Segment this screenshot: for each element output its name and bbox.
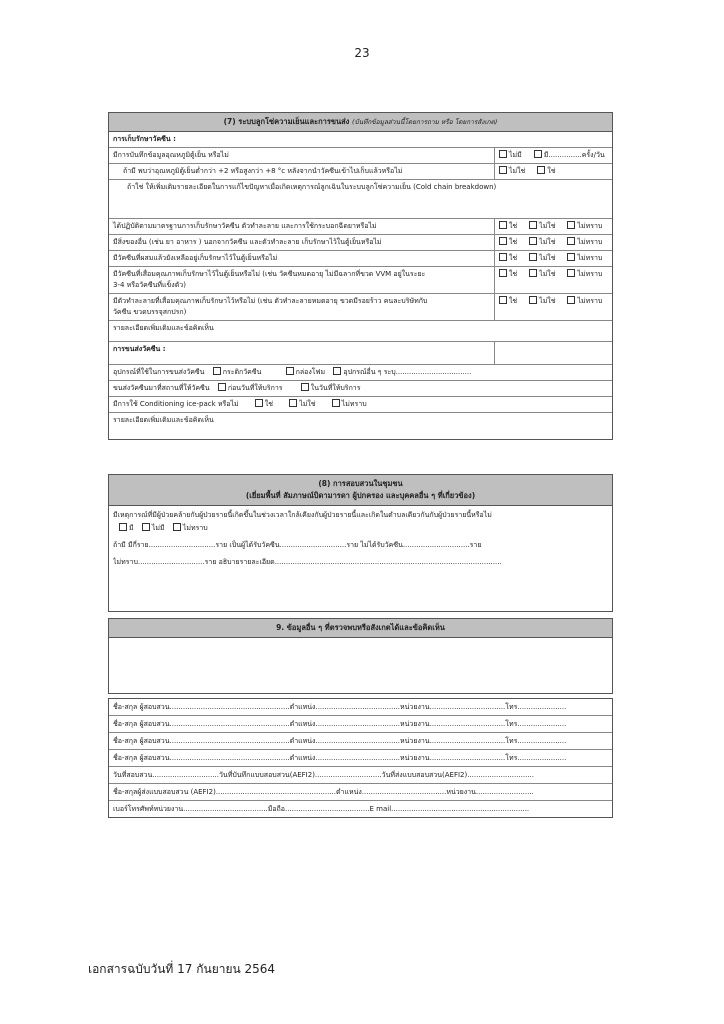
has-record-checkbox[interactable] <box>534 150 542 158</box>
community-investigation-section: (8) การสอบสวนในชุมชน (เยี่ยมพื้นที่ สัมภาษณ์บิดามารดา ผู้ปกครอง และบุคคลอื่น ๆ ที่เกี่ยวข้อง) มีเหตุการณ์ที่มีผู้ป่วยคล้ายกับผู้ป่วยรายนี้เกิดขึ้นในช่วงเวลาใกล้เคียงกับผู้ป่วยรายนี้และเกิดในตำบลเดียวกันกับผู้ป่วยรายนี้หรือไม่ มี ไม่มี ไม่ทราบ ถ้ามี มีกี่ราย..............................ราย เป็นผู้ได้รับวัคซีน..............................ราย ไม่ได้รับวัคซีน..............................ราย ไม่ทราบ..............................ราย อธิบายรายละเอียด...................................................................................................... <box>108 474 613 612</box>
degraded-diluent-unknown-checkbox[interactable] <box>567 296 575 304</box>
investigator-line-4[interactable]: ชื่อ-สกุล ผู้สอบสวน......................................................ตำแหน่ง......................................หน่วยงาน..................................โทร...................... <box>109 750 612 767</box>
similar-case-no-checkbox[interactable] <box>142 523 150 531</box>
q-temp-detail: ถ้าใช่ ให้เพิ่มเติมรายละเอียดในการแก้ไขปัญหาเมื่อเกิดเหตุการณ์ลูกเฉินในระบบลูกโซ่ความเย็น (Cold chain breakdown) <box>127 183 497 191</box>
similar-case-yes-checkbox[interactable] <box>119 523 127 531</box>
conditioning-row: มีการใช้ Conditioning ice-pack หรือไม่ ใช่ ไม่ใช่ ไม่ทราบ <box>113 400 367 408</box>
degraded-diluent-no-checkbox[interactable] <box>529 296 537 304</box>
contact-line[interactable]: เบอร์โทรศัพท์หน่วยงาน......................................มือถือ......................................E mail.............................................................. <box>113 805 530 813</box>
similar-case-unknown-checkbox[interactable] <box>173 523 181 531</box>
section-7-title: (7) ระบบลูกโซ่ความเย็นและการขนส่ง <box>223 117 350 126</box>
q-degraded-diluent: มีตัวทำละลายที่เสื่อมคุณภาพเก็บรักษาไว้หรือไม่ (เช่น ตัวทำละลายหมดอายุ ขวดมีรอยร้าว คนละบริษัทกับ วัคซีน ขวดบรรจุสกปรก) <box>113 297 428 316</box>
conditioning-no-checkbox[interactable] <box>289 399 297 407</box>
standard-no-checkbox[interactable] <box>529 221 537 229</box>
section-8-title: (8) การสอบสวนในชุมชน <box>318 479 403 488</box>
before-day-checkbox[interactable] <box>218 383 226 391</box>
transport-header: การขนส่งวัคซีน : <box>113 345 166 353</box>
conditioning-yes-checkbox[interactable] <box>255 399 263 407</box>
transport-comments[interactable]: รายละเอียดเพิ่มเติมและข้อคิดเห็น <box>113 416 214 424</box>
investigator-info-section <box>108 698 613 818</box>
page-number: 23 <box>354 46 370 60</box>
q-standard: ได้ปฏิบัติตามมาตรฐานการเก็บรักษาวัคซีน ตัวทำละลาย และการใช้กระบอกฉีดยาหรือไม่ <box>113 222 377 230</box>
q-other-items: มีสิ่งของอื่น (เช่น ยา อาหาร ) นอกจากวัคซีน และตัวทำละลาย เก็บรักษาไว้ในตู้เย็นหรือไม่ <box>113 238 382 246</box>
case-detail-line[interactable]: ไม่ทราบ..............................ราย อธิบายรายละเอียด...................................................................................................... <box>113 558 502 566</box>
q-temp-record: มีการบันทึกข้อมูลอุณหภูมิตู้เย็น หรือไม่ <box>113 151 229 159</box>
other-items-unknown-checkbox[interactable] <box>567 237 575 245</box>
degraded-vaccine-no-checkbox[interactable] <box>529 269 537 277</box>
cold-chain-section: (7) ระบบลูกโซ่ความเย็นและการขนส่ง (บันทึกข้อมูลส่วนนี้โดยการถาม หรือ โดยการสังเกต) การเก็บรักษาวัคซีน : มีการบันทึกข้อมูลอุณหภูมิตู้เย็น หรือไม่ ไม่มี มี...............ครั้ง/วัน ถ้ามี พบว่าอุณหภูมิตู้เย็นต่ำกว่า +2 หรือสูงกว่า +8 °c หลังจากนำวัคซีนเข้าไปเก็บแล้วหรือไม่ ไม่ใช่ ใช่ ถ้าใช่ ให้เพิ่มเติมรายละเอียดในการแก้ไขปัญหาเมื่อเกิดเหตุการณ์ลูกเฉินในระบบลูกโซ่ความเย็น (Cold chain breakdown) ได้ปฏิบัติตามมาตรฐานการเก็บรักษาวัคซีน ตัวทำละลาย และการใช้กระบอกฉีดยาหรือไม่ ใช่ ไม่ใช่ ไม่ทราบ มีสิ่งของอื่น (เช่น ยา อาหาร ) นอกจากวัคซีน และตัวทำละลาย เก็บรักษาไว้ในตู้เย็นหรือไม่ ใช่ ไม่ใช่ ไม่ทราบ มีวัคซีนที่ผสมแล้วยังเหลืออยู่เก็บรักษาไว้ในตู้เย็นหรือไม่ ใช่ ไม่ใช่ ไม่ทราบ มีวัคซีนที่เสื่อมคุณภาพเก็บรักษาไว้ในตู้เย็นหรือไม่ (เช่น วัคซีนหมดอายุ ไม่มีฉลากที่ขวด VVM อยู่ในระยะ 3-4 หรือวัคซีนที่แข็งตัว) ใช่ ไม่ใช่ ไม่ทราบ มีตัวทำละลายที่เสื่อมคุณภาพเก็บรักษาไว้หรือไม่ (เช่น ตัวทำละลายหมดอายุ ขวดมีรอยร้าว คนละบริษัทกับ วัคซีน ขวดบรรจุสกปรก) ใช่ ไม่ใช่ ไม่ทราบ รายละเอียดเพิ่มเติมและข้อคิดเห็น การขนส่งวัคซีน : อุปกรณ์ที่ใช้ในการขนส่งวัคซีน กระติกวัคซีน กล่องโฟม อุปกรณ์อื่น ๆ ระบุ.................................. ขนส่งวัคซีนมาที่สถานที่ให้วัคซีน ก่อนวันที่ให้บริการ ในวันที่ให้บริการ มีการใช้ Conditioning ice-pack หรือไม่ ใช่ ไม่ใช่ ไม่ทราบ รายละเอียดเพิ่มเติมและข้อคิดเห็น <box>108 112 613 440</box>
document-date-footer: เอกสารฉบับวันที่ 17 กันยายน 2564 <box>88 962 276 976</box>
standard-unknown-checkbox[interactable] <box>567 221 575 229</box>
transport-timing-label: ขนส่งวัคซีนมาที่สถานที่ให้วัคซีน <box>113 384 210 392</box>
foam-box-checkbox[interactable] <box>286 367 294 375</box>
transport-equipment-row: อุปกรณ์ที่ใช้ในการขนส่งวัคซีน กระติกวัคซีน กล่องโฟม อุปกรณ์อื่น ๆ ระบุ.................................. <box>113 368 472 376</box>
q-degraded-vaccine: มีวัคซีนที่เสื่อมคุณภาพเก็บรักษาไว้ในตู้เย็นหรือไม่ (เช่น วัคซีนหมดอายุ ไม่มีฉลากที่ขวด VVM อยู่ในระยะ 3-4 หรือวัคซีนที่แข็งตัว) <box>113 270 426 289</box>
section-9-header: 9. ข้อมูลอื่น ๆ ที่ตรวจพบหรือสังเกตได้และข้อคิดเห็น <box>109 619 612 638</box>
temp-range-no-checkbox[interactable] <box>499 166 507 174</box>
other-items-yes-checkbox[interactable] <box>499 237 507 245</box>
section-8-subtitle: (เยี่ยมพื้นที่ สัมภาษณ์บิดามารดา ผู้ปกครอง และบุคคลอื่น ๆ ที่เกี่ยวข้อง) <box>245 491 476 500</box>
section-7-header <box>109 113 612 132</box>
investigator-line-1[interactable]: ชื่อ-สกุล ผู้สอบสวน......................................................ตำแหน่ง......................................หน่วยงาน..................................โทร...................... <box>109 699 612 716</box>
leftover-no-checkbox[interactable] <box>529 253 537 261</box>
case-count-line[interactable]: ถ้ามี มีกี่ราย..............................ราย เป็นผู้ได้รับวัคซีน..............................ราย ไม่ได้รับวัคซีน..............................ราย <box>113 541 482 549</box>
q-temp-range: ถ้ามี พบว่าอุณหภูมิตู้เย็นต่ำกว่า +2 หรือสูงกว่า +8 °c หลังจากนำวัคซีนเข้าไปเก็บแล้วหรือไม่ <box>123 167 403 175</box>
similar-case-question: มีเหตุการณ์ที่มีผู้ป่วยคล้ายกับผู้ป่วยรายนี้เกิดขึ้นในช่วงเวลาใกล้เคียงกับผู้ป่วยรายนี้และเกิดในตำบลเดียวกันกับผู้ป่วยรายนี้หรือไม่ <box>113 511 492 519</box>
temp-range-yes-checkbox[interactable] <box>537 166 545 174</box>
degraded-diluent-yes-checkbox[interactable] <box>499 296 507 304</box>
standard-yes-checkbox[interactable] <box>499 221 507 229</box>
vaccine-carrier-checkbox[interactable] <box>213 367 221 375</box>
no-record-checkbox[interactable] <box>499 150 507 158</box>
degraded-vaccine-unknown-checkbox[interactable] <box>567 269 575 277</box>
investigation-dates-line[interactable]: วันที่สอบสวน..............................วันที่บันทึกแบบสอบสวน(AEFI2)..............................วันที่ส่งแบบสอบสวน(AEFI2).............................. <box>109 767 612 784</box>
leftover-yes-checkbox[interactable] <box>499 253 507 261</box>
investigator-line-2[interactable]: ชื่อ-สกุล ผู้สอบสวน......................................................ตำแหน่ง......................................หน่วยงาน..................................โทร...................... <box>109 716 612 733</box>
other-findings-section <box>108 618 613 694</box>
other-items-no-checkbox[interactable] <box>529 237 537 245</box>
same-day-checkbox[interactable] <box>301 383 309 391</box>
section-8-header <box>109 475 612 506</box>
degraded-vaccine-yes-checkbox[interactable] <box>499 269 507 277</box>
conditioning-label: มีการใช้ Conditioning ice-pack หรือไม่ <box>113 400 239 408</box>
storage-header: การเก็บรักษาวัคซีน : <box>113 135 176 143</box>
investigator-line-3[interactable]: ชื่อ-สกุล ผู้สอบสวน......................................................ตำแหน่ง......................................หน่วยงาน..................................โทร...................... <box>109 733 612 750</box>
transport-timing-row: ขนส่งวัคซีนมาที่สถานที่ให้วัคซีน ก่อนวันที่ให้บริการ ในวันที่ให้บริการ <box>113 384 361 392</box>
transport-equipment-label: อุปกรณ์ที่ใช้ในการขนส่งวัคซีน <box>113 368 205 376</box>
conditioning-unknown-checkbox[interactable] <box>332 399 340 407</box>
other-equipment-checkbox[interactable] <box>333 367 341 375</box>
section-7-note: (บันทึกข้อมูลส่วนนี้โดยการถาม หรือ โดยการสังเกต) <box>351 118 498 126</box>
storage-comments[interactable]: รายละเอียดเพิ่มเติมและข้อคิดเห็น <box>113 324 214 332</box>
other-findings-area[interactable] <box>109 638 612 690</box>
q-leftover: มีวัคซีนที่ผสมแล้วยังเหลืออยู่เก็บรักษาไว้ในตู้เย็นหรือไม่ <box>113 254 278 262</box>
recorder-line[interactable]: ชื่อ-สกุลผู้ส่งแบบสอบสวน (AEFI2)......................................................ตำแหน่ง......................................หน่วยงาน.......................... <box>109 784 612 801</box>
leftover-unknown-checkbox[interactable] <box>567 253 575 261</box>
